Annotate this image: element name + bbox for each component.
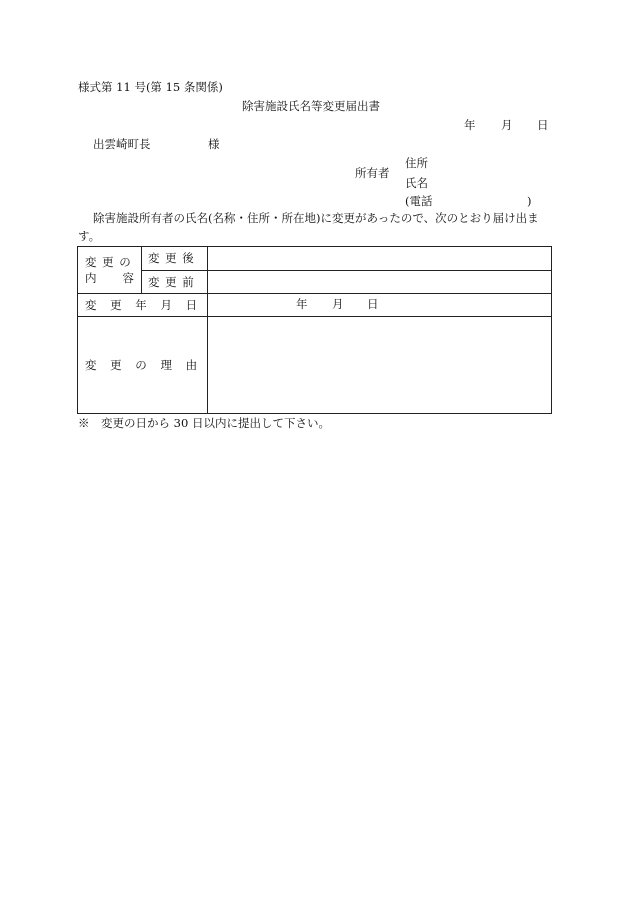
owner-phone-close: ) [527, 194, 532, 208]
form-number: 様式第 11 号(第 15 条関係) [78, 80, 223, 94]
statement-line-2: す。 [78, 229, 101, 243]
change-date-label-cell [78, 294, 208, 317]
before-label: 変 更 前 [148, 274, 195, 289]
date-year-label: 年 [464, 118, 476, 132]
statement-line-1: 除害施設所有者の氏名(名称・住所・所在地)に変更があったので、次のとおり届け出ま [93, 211, 539, 225]
table-row-before [78, 270, 552, 294]
reason-label: 変 更 の 理 由 [85, 358, 203, 372]
date-month-label: 月 [501, 118, 513, 132]
date-day-label: 日 [537, 118, 549, 132]
change-date-day: 日 [367, 297, 379, 311]
table-row-change-date [78, 294, 552, 317]
change-content-label-line1: 変 更 の [85, 255, 132, 269]
change-date-label: 変 更 年 月 日 [85, 298, 203, 312]
before-value-cell[interactable] [208, 270, 552, 294]
change-date-value-cell[interactable] [208, 294, 552, 317]
owner-label: 所有者 [355, 166, 390, 180]
submission-note: ※ 変更の日から 30 日以内に提出して下さい。 [78, 416, 330, 430]
after-label-cell [142, 247, 208, 271]
owner-name-label: 氏名 [405, 176, 428, 190]
before-label-cell [142, 270, 208, 294]
change-content-header [78, 247, 142, 294]
owner-phone-open: (電話 [405, 194, 433, 208]
document-title: 除害施設氏名等変更届出書 [242, 99, 380, 113]
reason-label-cell [78, 317, 208, 414]
change-content-label-line2: 内 容 [85, 271, 135, 285]
owner-address-label: 住所 [405, 156, 428, 170]
addressee-honorific: 様 [208, 137, 220, 151]
table-row-reason [78, 317, 552, 414]
table-row-after [78, 247, 552, 271]
after-label: 変 更 後 [148, 251, 195, 266]
reason-value-cell[interactable] [208, 317, 552, 414]
addressee-name: 出雲崎町長 [93, 137, 151, 151]
change-date-year: 年 [296, 297, 308, 311]
change-date-month: 月 [332, 297, 344, 311]
change-form-table [77, 246, 552, 414]
after-value-cell[interactable] [208, 247, 552, 271]
